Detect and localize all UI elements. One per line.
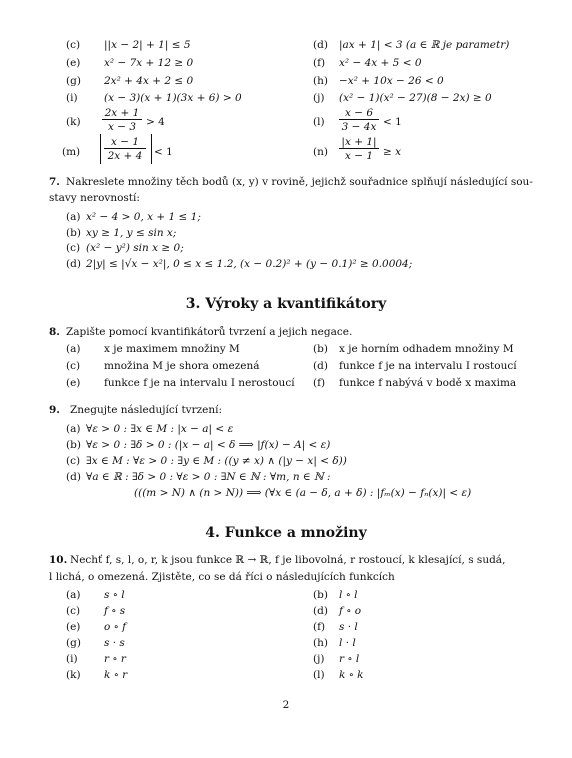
- problem-number: 9.: [49, 404, 60, 416]
- item-label: (h): [313, 637, 328, 649]
- ineq-label: (l): [313, 116, 325, 128]
- ineq-rest: < 1: [154, 146, 173, 158]
- ineq-label: (c): [66, 39, 81, 51]
- item-text: funkce f je na intervalu I nerostoucí: [104, 377, 295, 389]
- ineq-label: (d): [313, 39, 328, 51]
- item-label: (a): [66, 589, 81, 601]
- ineq-text: (x² − 1)(x² − 27)(8 − 2x) ≥ 0: [339, 92, 492, 104]
- item-text: l ∘ l: [339, 589, 358, 601]
- item-label: (b): [313, 343, 328, 355]
- item-label: (d): [66, 258, 81, 270]
- item-label: (i): [66, 653, 78, 665]
- ineq-text: x² − 7x + 12 ≥ 0: [104, 57, 194, 69]
- fraction-numerator: 2x + 1: [102, 107, 142, 120]
- item-label: (c): [66, 605, 81, 617]
- item-label: (a): [66, 423, 81, 435]
- item-text: r ∘ r: [104, 653, 126, 665]
- fraction-denominator: 2x + 4: [107, 150, 143, 162]
- item-text: x je maximem množiny M: [104, 343, 240, 355]
- item-label: (d): [313, 605, 328, 617]
- section-title: 4. Funkce a množiny: [205, 525, 367, 541]
- item-label: (c): [66, 455, 81, 467]
- fraction: [339, 107, 379, 133]
- item-label: (b): [66, 227, 81, 239]
- problem-text: Znegujte následující tvrzení:: [70, 404, 223, 416]
- ineq-rest: > 4: [146, 116, 165, 128]
- fraction-numerator: x − 1: [104, 136, 146, 149]
- item-text: r ∘ l: [339, 653, 360, 665]
- fraction: [102, 107, 142, 133]
- ineq-rest: ≥ x: [383, 146, 402, 158]
- ineq-text: −x² + 10x − 26 < 0: [339, 75, 444, 87]
- fraction: [339, 136, 379, 162]
- item-text: s · l: [339, 621, 358, 633]
- ineq-label: (k): [66, 116, 81, 128]
- problem-number: 10.: [49, 554, 68, 566]
- ineq-label: (i): [66, 92, 78, 104]
- item-label: (j): [313, 653, 325, 665]
- problem-text: Nakreslete množiny těch bodů (x, y) v rovině, jejichž souřadnice splňují následující sou-: [66, 176, 533, 188]
- problem-text: Nechť f, s, l, o, r, k jsou funkce ℝ → ℝ, f je libovolná, r rostoucí, k klesající, s sudá,: [70, 554, 506, 566]
- item-label: (f): [313, 377, 326, 389]
- item-text: x je horním odhadem množiny M: [339, 343, 514, 355]
- ineq-label: (n): [313, 146, 328, 158]
- item-label: (e): [66, 377, 81, 389]
- item-text: ∀ε > 0 : ∃x ∈ M : |x − a| < ε: [86, 423, 234, 435]
- ineq-label: (h): [313, 75, 328, 87]
- fraction-denominator: 3 − 4x: [341, 121, 377, 133]
- item-text: ∀a ∈ ℝ : ∃δ > 0 : ∀ε > 0 : ∃N ∈ ℕ : ∀m, n ∈ ℕ :: [86, 471, 331, 483]
- fraction: [104, 136, 146, 162]
- item-text: o ∘ f: [104, 621, 127, 633]
- item-label: (d): [66, 471, 81, 483]
- problem-number: 7.: [49, 176, 60, 188]
- fraction-denominator: x − 1: [344, 150, 374, 162]
- item-text: s · s: [104, 637, 125, 649]
- item-label: (a): [66, 211, 81, 223]
- ineq-text: ||x − 2| + 1| ≤ 5: [104, 39, 191, 51]
- item-label: (f): [313, 621, 326, 633]
- item-text: ∀ε > 0 : ∃δ > 0 : (|x − a| < δ ⟹ |f(x) − A| < ε): [86, 439, 331, 451]
- ineq-label: (m): [62, 146, 81, 158]
- item-text: 2|y| ≤ |√x − x²|, 0 ≤ x ≤ 1.2, (x − 0.2)² + (y − 0.1)² ≥ 0.0004;: [86, 258, 413, 270]
- ineq-label: (g): [66, 75, 81, 87]
- item-label: (a): [66, 343, 81, 355]
- item-text: f ∘ s: [104, 605, 126, 617]
- section-title: 3. Výroky a kvantifikátory: [185, 296, 387, 312]
- fraction-denominator: x − 3: [107, 121, 137, 133]
- item-label: (e): [66, 621, 81, 633]
- item-text: k ∘ r: [104, 669, 128, 681]
- ineq-text: (x − 3)(x + 1)(3x + 6) > 0: [104, 92, 242, 104]
- item-text: xy ≥ 1, y ≤ sin x;: [86, 227, 177, 239]
- item-label: (c): [66, 242, 81, 254]
- item-text: l · l: [339, 637, 356, 649]
- item-text: ∃x ∈ M : ∀ε > 0 : ∃y ∈ M : ((y ≠ x) ∧ (|y − x| < δ)): [86, 455, 347, 467]
- ineq-label: (e): [66, 57, 81, 69]
- problem-number: 8.: [49, 326, 60, 338]
- item-text: x² − 4 > 0, x + 1 ≤ 1;: [86, 211, 201, 223]
- ineq-label: (f): [313, 57, 326, 69]
- item-text: s ∘ l: [104, 589, 125, 601]
- item-label: (b): [66, 439, 81, 451]
- item-text: funkce f nabývá v bodě x maxima: [339, 377, 517, 389]
- ineq-text: 2x² + 4x + 2 ≤ 0: [104, 75, 194, 87]
- item-text: f ∘ o: [339, 605, 362, 617]
- item-label: (b): [313, 589, 328, 601]
- item-text: množina M je shora omezená: [104, 360, 260, 372]
- item-text: (x² − y²) sin x ≥ 0;: [86, 242, 184, 254]
- item-label: (k): [66, 669, 81, 681]
- ineq-label: (j): [313, 92, 325, 104]
- item-text: funkce f je na intervalu I rostoucí: [339, 360, 517, 372]
- problem-text: stavy nerovností:: [49, 192, 140, 204]
- problem-text: l lichá, o omezená. Zjistěte, co se dá říci o následujících funkcích: [49, 571, 395, 583]
- item-label: (g): [66, 637, 81, 649]
- item-text: k ∘ k: [339, 669, 364, 681]
- fraction-numerator: |x + 1|: [339, 136, 379, 149]
- item-continuation: (((m > N) ∧ (n > N)) ⟹ (∀x ∈ (a − δ, a + δ) : |fₘ(x) − fₙ(x)| < ε): [134, 487, 472, 499]
- item-label: (c): [66, 360, 81, 372]
- ineq-text: |ax + 1| < 3 (a ∈ ℝ je parametr): [339, 39, 510, 51]
- ineq-rest: < 1: [383, 116, 402, 128]
- problem-text: Zapište pomocí kvantifikátorů tvrzení a jejich negace.: [66, 326, 353, 338]
- item-label: (d): [313, 360, 328, 372]
- page-number: 2: [282, 699, 290, 711]
- item-label: (l): [313, 669, 325, 681]
- ineq-text: x² − 4x + 5 < 0: [339, 57, 422, 69]
- fraction-numerator: x − 6: [339, 107, 379, 120]
